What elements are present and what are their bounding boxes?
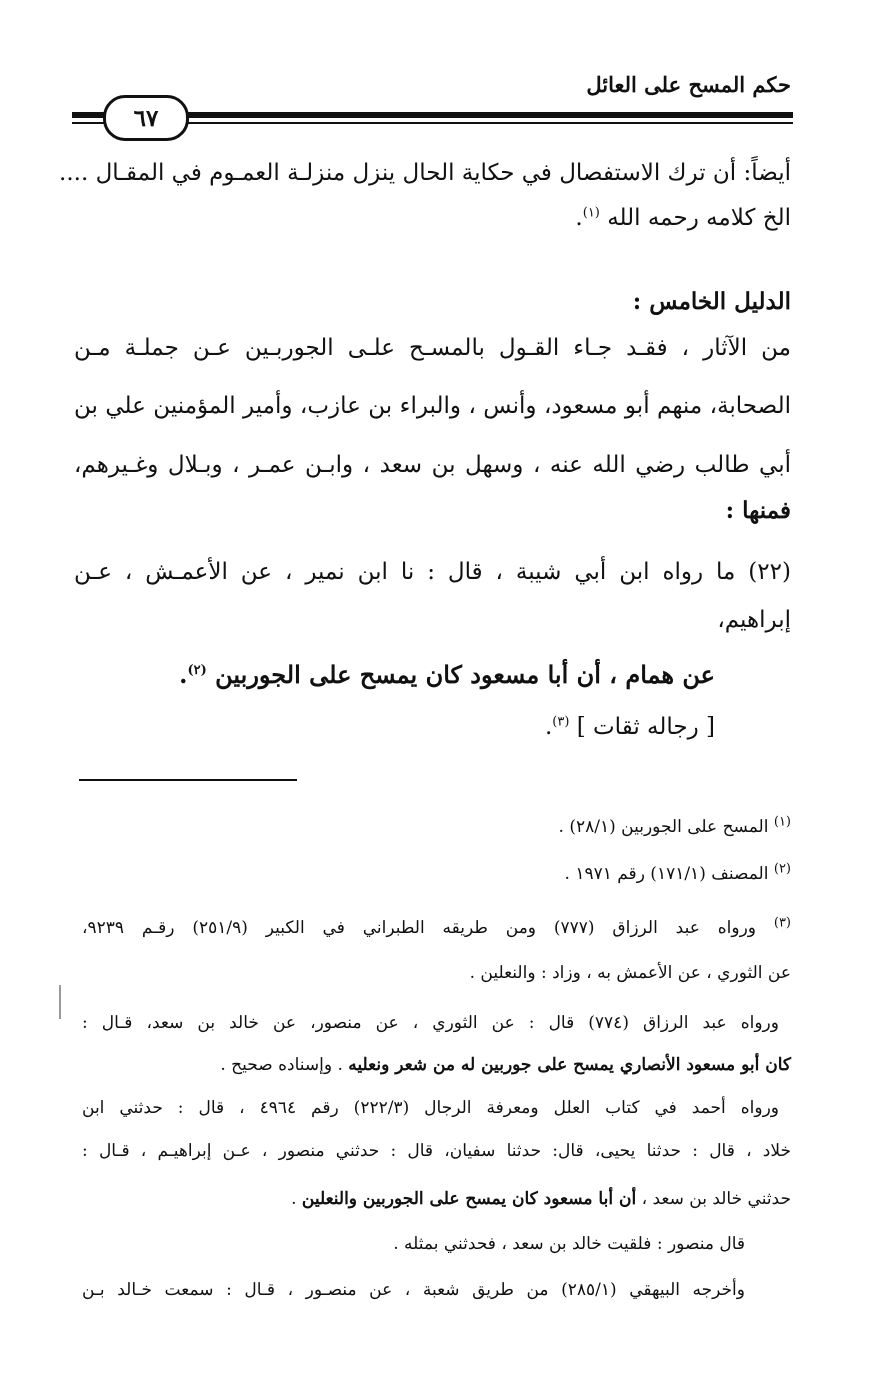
body-line: الصحابة، منهم أبو مسعود، وأنس ، والبراء بن عازب، وأمير المؤمنين علي بن — [74, 393, 791, 419]
body-text: الخ كلامه رحمه الله — [607, 205, 791, 231]
footnote-bold-text: كان أبو مسعود الأنصاري يمسح على جوربين له من شعر ونعليه — [348, 1055, 791, 1075]
footnote-3-line — [291, 1187, 791, 1211]
grading-note — [545, 712, 715, 742]
body-line: (٢٢) ما رواه ابن أبي شيبة ، قال : نا ابن نمير ، عن الأعمـش ، عـن — [74, 559, 791, 585]
section-heading: الدليل الخامس : — [632, 288, 791, 315]
footnote-text: المصنف (١٧١/١) رقم ١٩٧١ . — [564, 864, 769, 884]
quote-text: عن همام ، أن أبا مسعود كان يمسح على الجوربين — [215, 660, 715, 689]
footnote-3-line: قال منصور : فلقيت خالد بن سعد ، فحدثني بمثله . — [393, 1234, 745, 1254]
footnote-text: حدثني خالد بن سعد ، — [636, 1189, 791, 1209]
footnote-text: . وإسناده صحيح . — [220, 1055, 349, 1075]
footnote-bold-text: أن أبا مسعود كان يمسح على الجوربين والنعلين — [301, 1189, 637, 1209]
footnote-3-line — [82, 916, 791, 940]
footnote-3-line: خلاد ، قال : حدثنا يحيى، قال: حدثنا سفيان، قال : حدثني منصور ، عـن إبراهيـم ، قـال : — [82, 1141, 791, 1161]
running-title: حكم المسح على العائل — [586, 72, 791, 97]
footnote-3-line: ورواه عبد الرزاق (٧٧٤) قال : عن الثوري ، عن منصور، عن خالد بن سعد، قـال : — [82, 1013, 779, 1033]
margin-pencil-mark — [59, 985, 61, 1019]
footnote-3-line: ورواه أحمد في كتاب العلل ومعرفة الرجال (٢٢٢/٣) رقم ٤٩٦٤ ، قال : حدثني ابن — [82, 1098, 779, 1118]
footnote-2 — [565, 862, 792, 886]
grading-punct: . — [544, 714, 553, 740]
footnote-ref: (٣) — [552, 714, 570, 730]
footnote-text: ورواه عبد الرزاق (٧٧٧) ومن طريقه الطبراني في الكبير (٢٥١/٩) رقـم ٩٢٣٩، — [82, 918, 756, 938]
body-line: إبراهيم، — [717, 607, 791, 633]
body-line: من الآثار ، فقـد جـاء القـول بالمسـح علـى الجوربـين عـن جملـة مـن — [74, 335, 791, 361]
footnote-3-line: وأخرجه البيهقي (٢٨٥/١) من طريق شعبة ، عن منصـور ، قـال : سمعت خـالد بـن — [82, 1280, 745, 1300]
footnote-number: (٢) — [773, 861, 791, 877]
footnote-separator — [79, 779, 297, 781]
body-line: فمنها : — [725, 497, 791, 524]
body-line — [575, 203, 791, 233]
body-line: أيضاً: أن ترك الاستفصال في حكاية الحال ينزل منزلـة العمـوم في المقـال .... — [59, 160, 791, 186]
quote-punct: . — [179, 660, 188, 689]
footnote-3-line: عن الثوري ، عن الأعمش به ، وزاد : والنعلين . — [469, 963, 791, 983]
body-punct: . — [575, 205, 583, 231]
page-number — [103, 95, 189, 141]
footnote-text: . — [291, 1189, 302, 1209]
quoted-narration — [179, 660, 715, 690]
footnote-text: المسح على الجوربين (٢٨/١) . — [558, 817, 769, 837]
footnote-3-line — [220, 1053, 791, 1077]
grading-text: [ رجاله ثقات ] — [576, 714, 715, 740]
body-line: أبي طالب رضي الله عنه ، وسهل بن سعد ، وابـن عمـر ، وبـلال وغـيرهم، — [74, 452, 791, 478]
footnote-ref: (٢) — [187, 663, 207, 678]
footnote-number: (٣) — [773, 915, 791, 931]
page-number-text: ٦٧ — [133, 104, 159, 132]
footnote-ref: (١) — [582, 205, 600, 221]
footnote-number: (١) — [773, 814, 791, 830]
footnote-1 — [559, 815, 791, 839]
